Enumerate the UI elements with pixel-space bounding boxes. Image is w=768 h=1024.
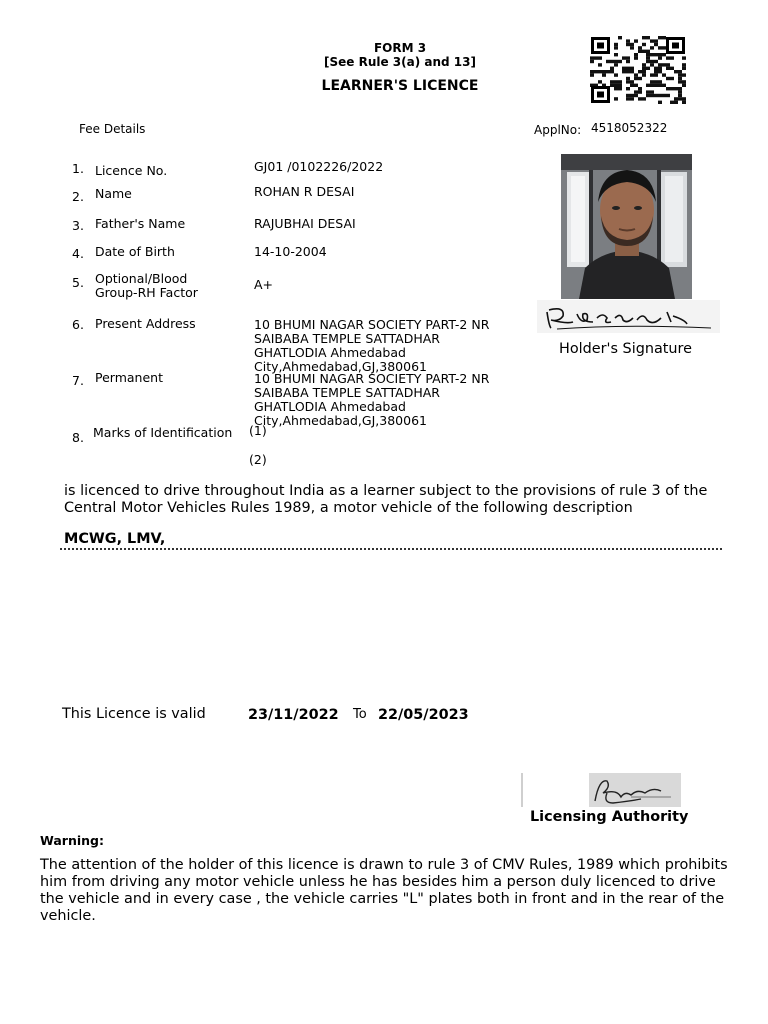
present-address-label: Present Address — [95, 316, 196, 331]
qr-code — [590, 36, 686, 104]
appl-no-label: ApplNo: — [534, 123, 582, 137]
field-number: 2. — [72, 189, 84, 204]
rule-reference: [See Rule 3(a) and 13] — [324, 55, 476, 69]
field-number: 6. — [72, 317, 84, 332]
licensing-authority-label: Licensing Authority — [530, 809, 689, 825]
identification-mark-1: (1) — [249, 423, 267, 438]
name-value: ROHAN R DESAI — [254, 184, 355, 199]
field-number: 7. — [72, 373, 84, 388]
dob-label: Date of Birth — [95, 244, 175, 259]
licence-no-value: GJ01 /0102226/2022 — [254, 159, 384, 174]
valid-from-date: 23/11/2022 — [248, 707, 339, 723]
form-number: FORM 3 — [373, 41, 427, 55]
validity-label: This Licence is valid — [62, 706, 206, 722]
authority-signature-image — [521, 773, 681, 807]
field-number: 4. — [72, 246, 84, 261]
permanent-address-label: Permanent — [95, 370, 163, 385]
appl-no-value: 4518052322 — [591, 121, 668, 135]
dotted-divider — [60, 548, 722, 556]
licence-statement: is licenced to drive throughout India as a learner subject to the provisions of rule 3 of the Central Motor Vehicles Rules 1989, a motor vehicle of the following description — [64, 483, 708, 516]
holder-signature-image — [537, 300, 720, 333]
fathers-name-label: Father's Name — [95, 216, 186, 231]
fathers-name-value: RAJUBHAI DESAI — [254, 216, 356, 231]
page-title: LEARNER'S LICENCE — [321, 78, 479, 94]
fee-details-label: Fee Details — [79, 122, 146, 136]
field-number: 1. — [72, 161, 84, 176]
blood-group-label: Optional/Blood Group-RH Factor — [95, 271, 198, 300]
vehicle-classes: MCWG, LMV, — [64, 531, 166, 547]
identification-mark-2: (2) — [249, 452, 267, 467]
name-label: Name — [95, 186, 132, 201]
blood-group-value: A+ — [254, 277, 274, 292]
valid-to-date: 22/05/2023 — [378, 707, 469, 723]
licence-no-label: Licence No. — [95, 163, 168, 178]
permanent-address-value: 10 BHUMI NAGAR SOCIETY PART-2 NR SAIBABA TEMPLE SATTADHAR GHATLODIA Ahmedabad City,Ahmedabad,GJ,380061 — [254, 371, 490, 428]
warning-text: The attention of the holder of this licence is drawn to rule 3 of CMV Rules, 1989 which prohibits him from driving any motor vehicle unless he has besides him a person duly licenced to drive the vehicle and in every case , the vehicle carries "L" plates both in front and in the rear of the vehicle. — [40, 857, 728, 924]
field-number: 5. — [72, 275, 84, 290]
dob-value: 14-10-2004 — [254, 244, 327, 259]
warning-label: Warning: — [40, 833, 104, 848]
holder-signature-label: Holder's Signature — [559, 341, 692, 357]
holder-photo — [561, 154, 692, 299]
field-number: 3. — [72, 218, 84, 233]
present-address-value: 10 BHUMI NAGAR SOCIETY PART-2 NR SAIBABA TEMPLE SATTADHAR GHATLODIA Ahmedabad City,Ahmedabad,GJ,380061 — [254, 317, 490, 374]
identification-marks-label: Marks of Identification — [93, 425, 233, 440]
field-number: 8. — [72, 430, 84, 445]
validity-to-label: To — [353, 707, 367, 722]
